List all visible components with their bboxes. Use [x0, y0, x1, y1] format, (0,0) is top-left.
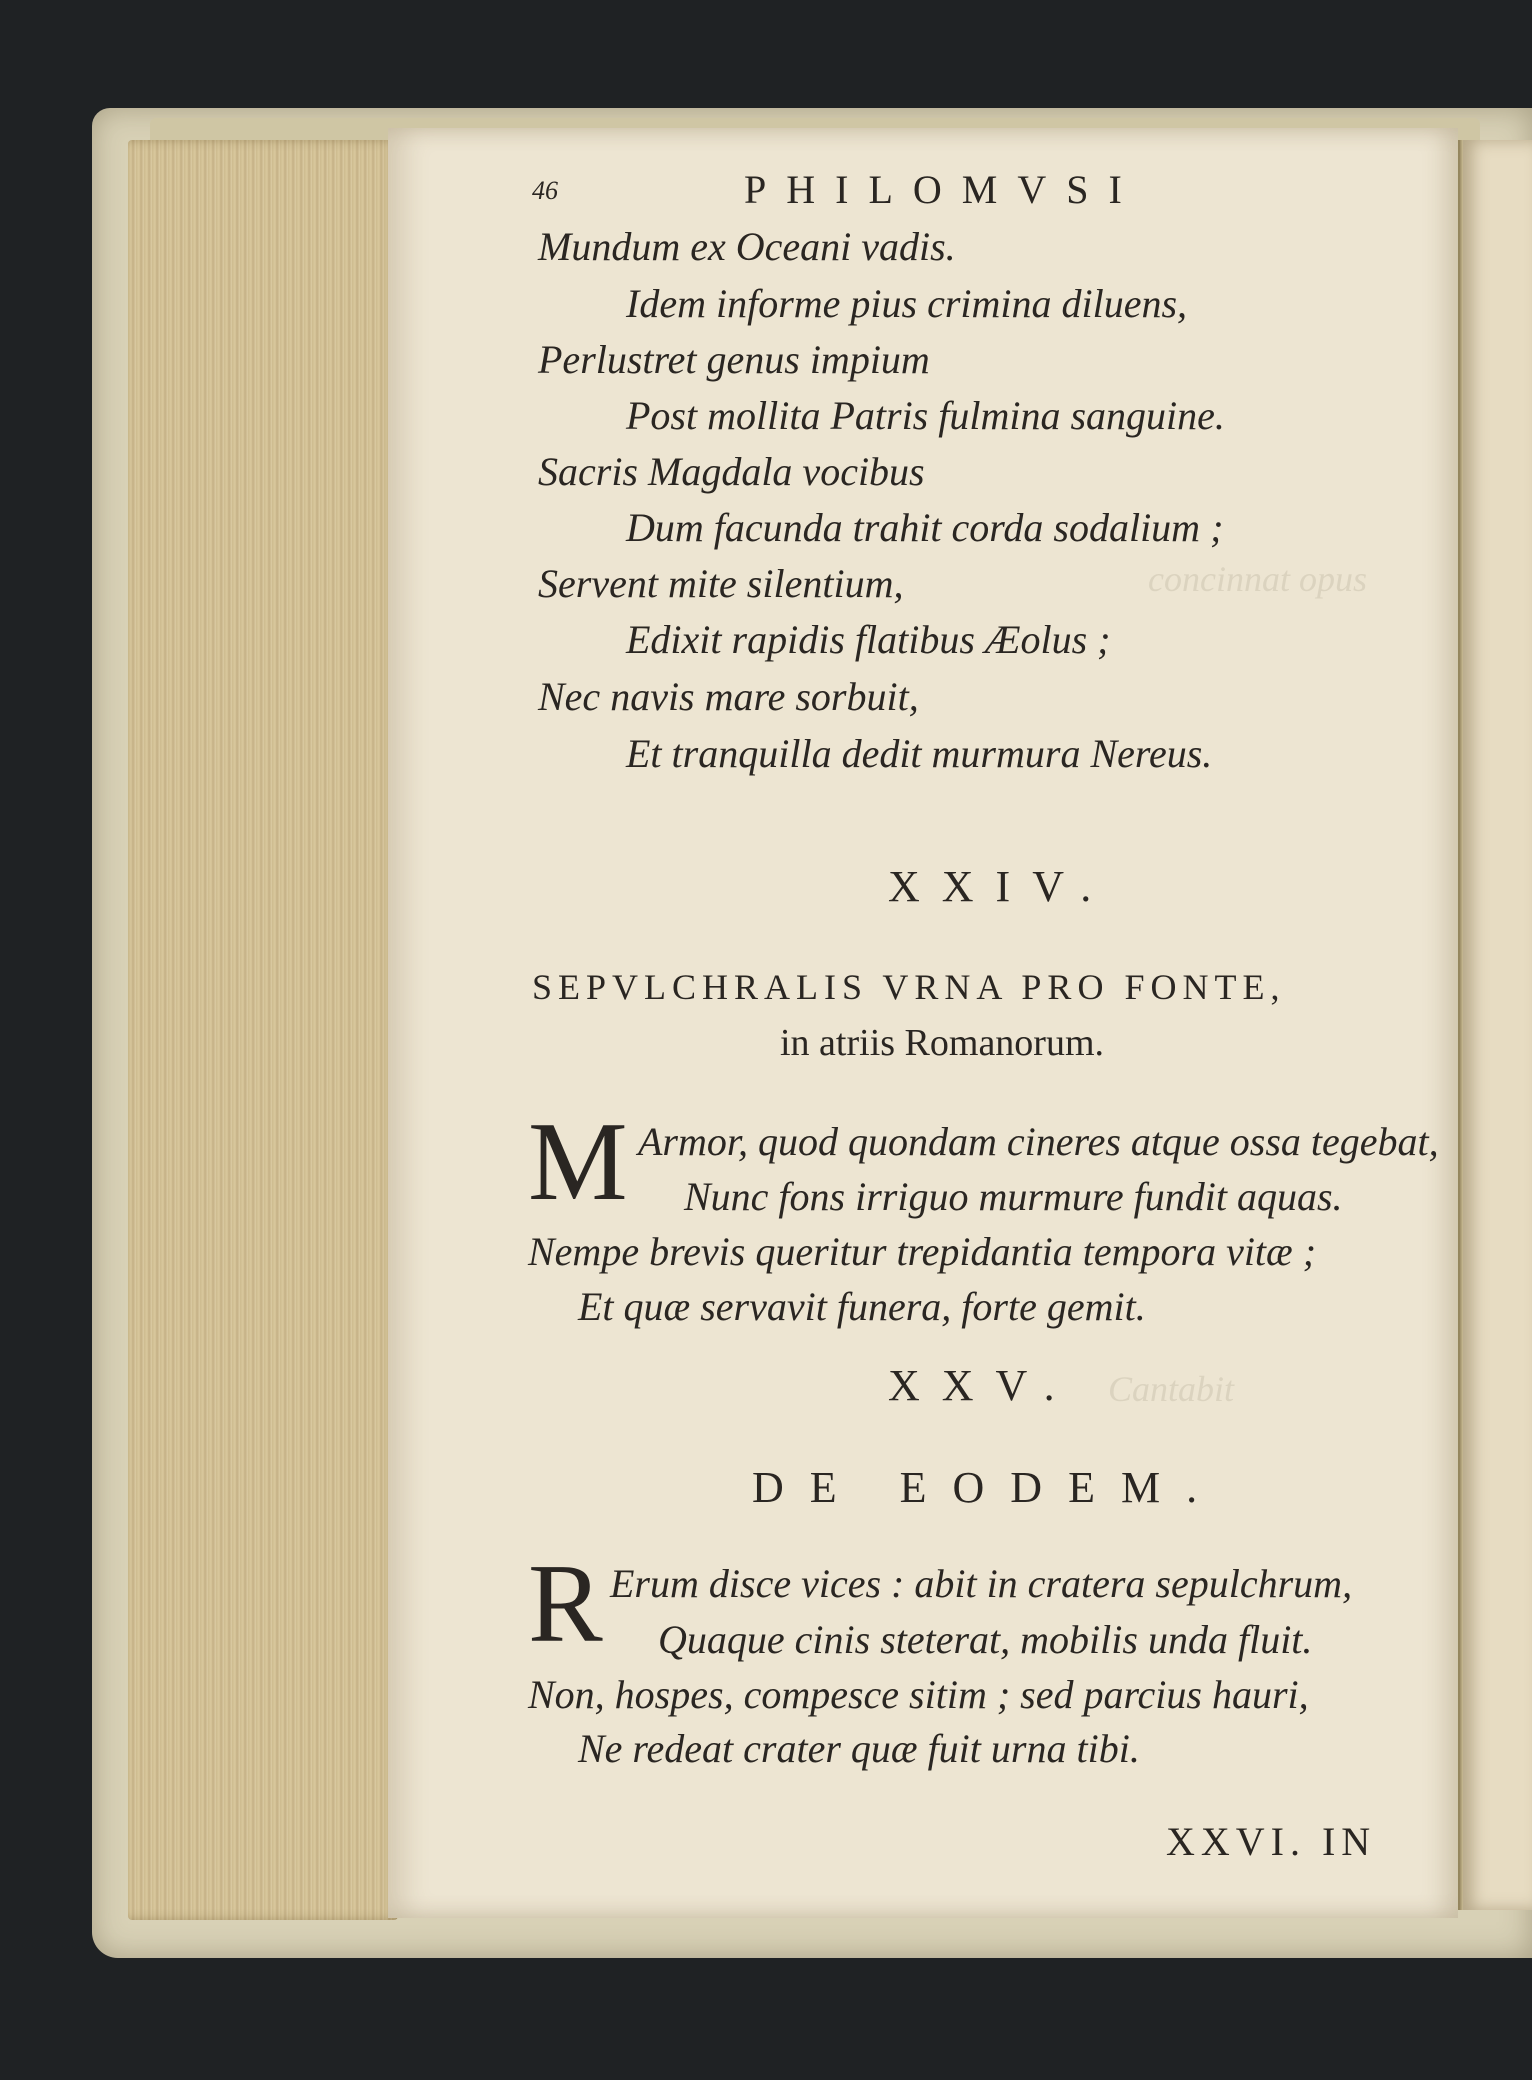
poem-line: Servent mite silentium,: [538, 561, 904, 606]
poem-line: Non, hospes, compesce sitim ; sed parcius hauri,: [528, 1672, 1309, 1717]
poem-line: Perlustret genus impium: [538, 337, 930, 382]
poem-line: Nempe brevis queritur trepidantia tempora vitæ ;: [528, 1229, 1317, 1274]
drop-capital: M: [528, 1100, 628, 1224]
poem-line: Et quæ servavit funera, forte gemit.: [578, 1284, 1146, 1329]
running-title: PHILOMVSI: [744, 167, 1142, 212]
poem-line: Nunc fons irriguo murmure fundit aquas.: [684, 1174, 1343, 1219]
drop-capital: R: [528, 1542, 603, 1666]
page-number: 46: [532, 176, 558, 205]
section-numeral: XXIV.: [888, 862, 1114, 911]
poem-line: Ne redeat crater quæ fuit urna tibi.: [578, 1726, 1140, 1771]
poem-line: Et tranquilla dedit murmura Nereus.: [626, 731, 1213, 776]
section-title: DE EODEM.: [752, 1463, 1224, 1512]
poem-line: Idem informe pius crimina diluens,: [626, 281, 1188, 326]
section-numeral: XXV.: [888, 1361, 1077, 1410]
poem-line: Post mollita Patris fulmina sanguine.: [626, 393, 1225, 438]
book-page: concinnat opus Cantabit 46 PHILOMVSI Mundum ex Oceani vadis. Idem informe pius crimina diluens, Perlustret genus impium Post mollita Patris fulmina sanguine. Sacris Magdala vocibus Dum facunda trahit corda sodalium ; Servent mite silentium, Edixit rapidis flatibus Æolus ; Nec navis mare sorbuit, Et tranquilla dedit murmura Nereus. XXIV. SEPVLCHRALIS VRNA PRO FONTE, in atriis Romanorum. M Armor, quod quondam cineres atque ossa tegebat, Nunc fons irriguo murmure fundit aquas. Nempe brevis queritur trepidantia tempora vitæ ; Et quæ servavit funera, forte gemit. XXV. DE EODEM. R Erum disce vices : abit in cratera sepulchrum, Quaque cinis steterat, mobilis unda fluit. Non, hospes, compesce sitim ; sed parcius hauri, Ne redeat crater quæ fuit urna tibi. XXVI. IN: [388, 128, 1458, 1918]
poem-line: Nec navis mare sorbuit,: [538, 674, 919, 719]
section-title: SEPVLCHRALIS VRNA PRO FONTE,: [532, 967, 1286, 1007]
poem-line: Erum disce vices : abit in cratera sepulchrum,: [610, 1561, 1353, 1606]
poem-line: Sacris Magdala vocibus: [538, 449, 925, 494]
page-fore-edge: [128, 140, 398, 1920]
poem-line: Armor, quod quondam cineres atque ossa tegebat,: [638, 1119, 1439, 1164]
poem-line: Quaque cinis steterat, mobilis unda fluit.: [658, 1617, 1313, 1662]
poem-line: Edixit rapidis flatibus Æolus ;: [626, 617, 1111, 662]
poem-line: Dum facunda trahit corda sodalium ;: [626, 505, 1224, 550]
poem-line: Mundum ex Oceani vadis.: [538, 224, 956, 269]
facing-page-edge: [1462, 140, 1532, 1910]
section-subtitle: in atriis Romanorum.: [780, 1022, 1105, 1064]
catchword: XXVI. IN: [1166, 1819, 1377, 1864]
